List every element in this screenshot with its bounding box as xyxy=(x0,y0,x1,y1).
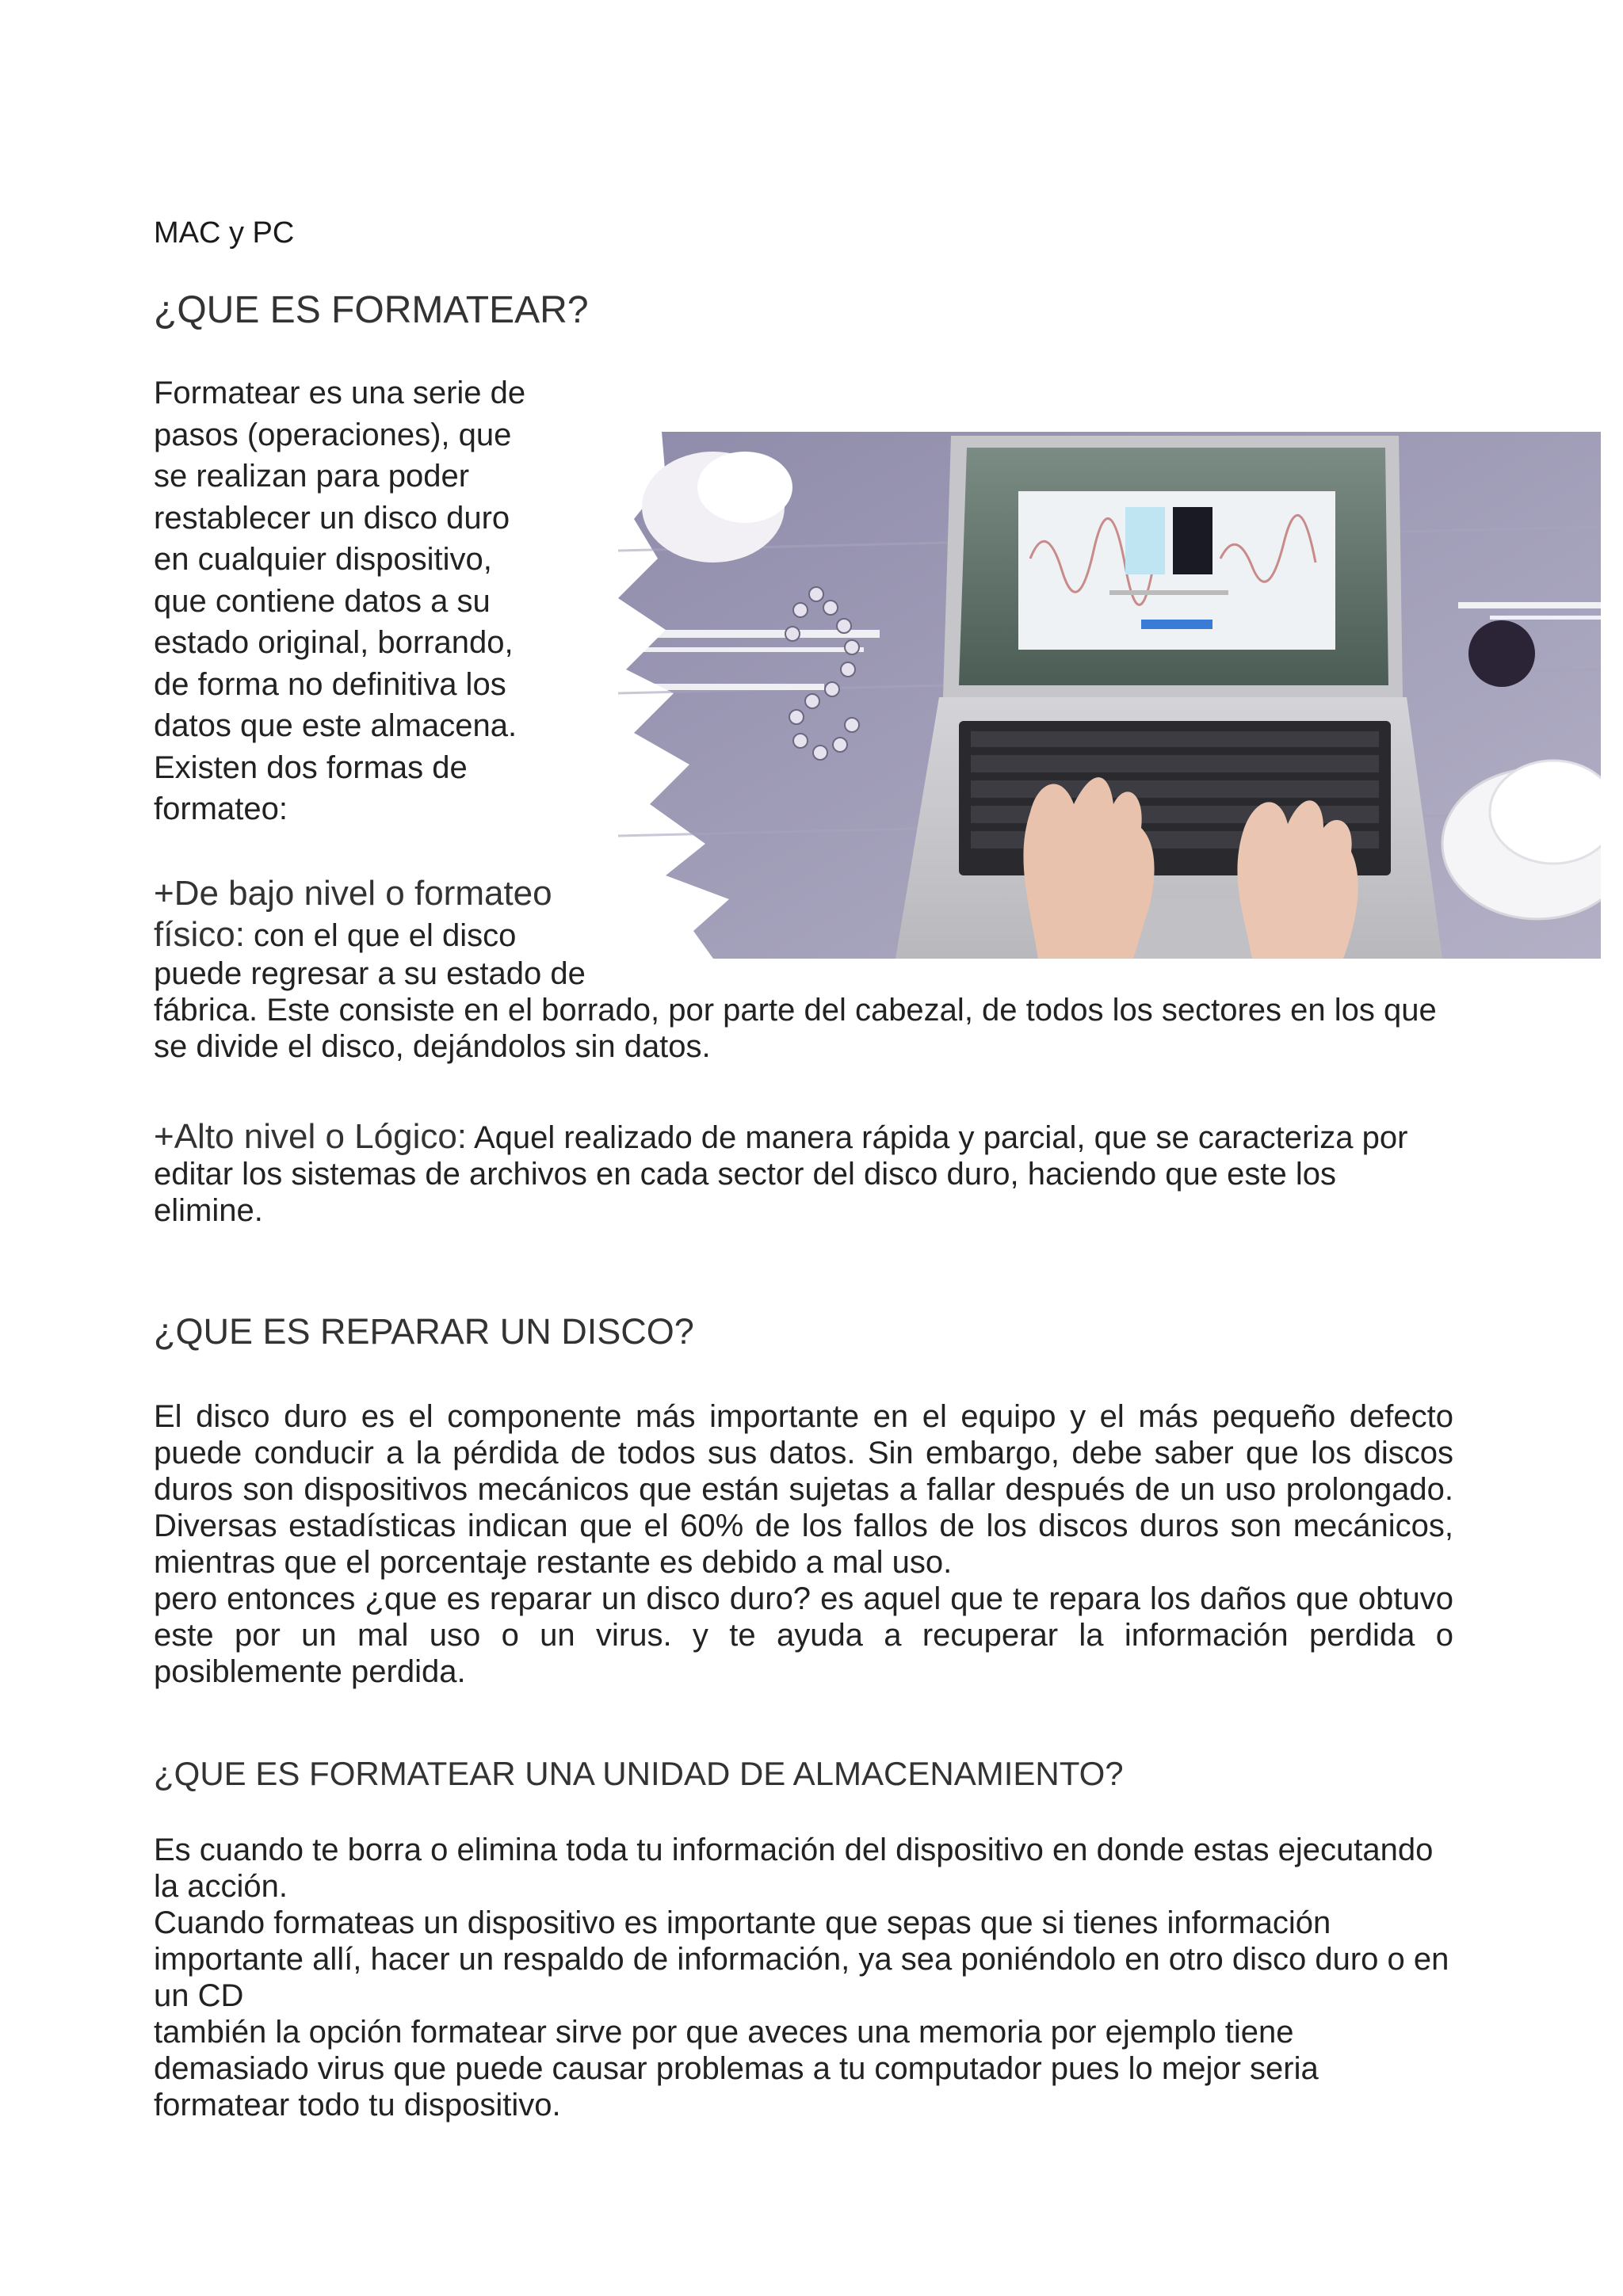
high-level-heading: +Alto nivel o Lógico: xyxy=(154,1117,468,1156)
intro-line: pasos (operaciones), que xyxy=(154,417,512,452)
storage-paragraph xyxy=(154,1832,1453,2123)
intro-line: de forma no definitiva los xyxy=(154,666,506,702)
repair-text-p1: El disco duro es el componente más importante en el equipo y el más pequeño defecto puede conducir a la pérdida de todos sus datos. Sin embargo, debe saber que los discos duros son dispositivos mecánicos que están sujetas a fallar después de un uso prolongado. Diversas estadísticas indican que el 60% de los fallos de los discos duros son mecánicos, mientras que el porcentaje restante es debido a mal uso. xyxy=(154,1399,1453,1580)
low-level-text-line: puede regresar a su estado de xyxy=(154,956,586,991)
intro-line: estado original, borrando, xyxy=(154,625,514,660)
repair-text-p2: pero entonces ¿que es reparar un disco duro? es aquel que te repara los daños que obtuvo este por un mal uso o un virus. y te ayuda a recuperar la información perdida o posiblemente perdida. xyxy=(154,1581,1453,1689)
high-level-text: Aquel realizado de manera rápida y parcial, que se caracteriza por editar los sistemas de archivos en cada sector del disco duro, haciendo que este los elimine. xyxy=(154,1120,1408,1228)
section-title-reparar: ¿QUE ES REPARAR UN DISCO? xyxy=(154,1311,694,1352)
repair-paragraph xyxy=(154,1398,1453,1690)
intro-line: formateo: xyxy=(154,791,288,826)
storage-text-line: Cuando formateas un dispositivo es importante que sepas que si tienes información importante allí, hacer un respaldo de información, ya sea poniéndolo en otro disco duro o en un CD xyxy=(154,1905,1449,2013)
intro-line: Existen dos formas de xyxy=(154,749,468,785)
intro-line: en cualquier dispositivo, xyxy=(154,542,492,577)
section-title-almacenamiento: ¿QUE ES FORMATEAR UNA UNIDAD DE ALMACENAMIENTO? xyxy=(154,1755,1124,1792)
low-level-text: fábrica. Este consiste en el borrado, por parte del cabezal, de todos los sectores en los que se divide el disco, dejándolos sin datos. xyxy=(154,993,1437,1064)
intro-line: se realizan para poder xyxy=(154,459,470,494)
intro-line: que contiene datos a su xyxy=(154,583,491,619)
section-title-formatear: ¿QUE ES FORMATEAR? xyxy=(154,289,589,331)
low-level-format-block xyxy=(154,873,1453,1065)
storage-text-line: también la opción formatear sirve por que aveces una memoria por ejemplo tiene demasiado virus que puede causar problemas a tu computador pues lo mejor seria formatear todo tu dispositivo. xyxy=(154,2015,1319,2122)
high-level-format-paragraph xyxy=(154,1119,1453,1229)
intro-line: datos que este almacena. xyxy=(154,708,517,743)
storage-text-line: Es cuando te borra o elimina toda tu información del dispositivo en donde estas ejecutando la acción. xyxy=(154,1833,1434,1904)
low-level-heading-line2: físico: con el que el disco xyxy=(154,915,517,954)
intro-paragraph xyxy=(154,372,582,830)
low-level-heading-line1: +De bajo nivel o formateo xyxy=(154,874,552,913)
top-label: MAC y PC xyxy=(154,216,295,250)
intro-line: restablecer un disco duro xyxy=(154,500,510,536)
intro-line: Formatear es una serie de xyxy=(154,376,526,410)
